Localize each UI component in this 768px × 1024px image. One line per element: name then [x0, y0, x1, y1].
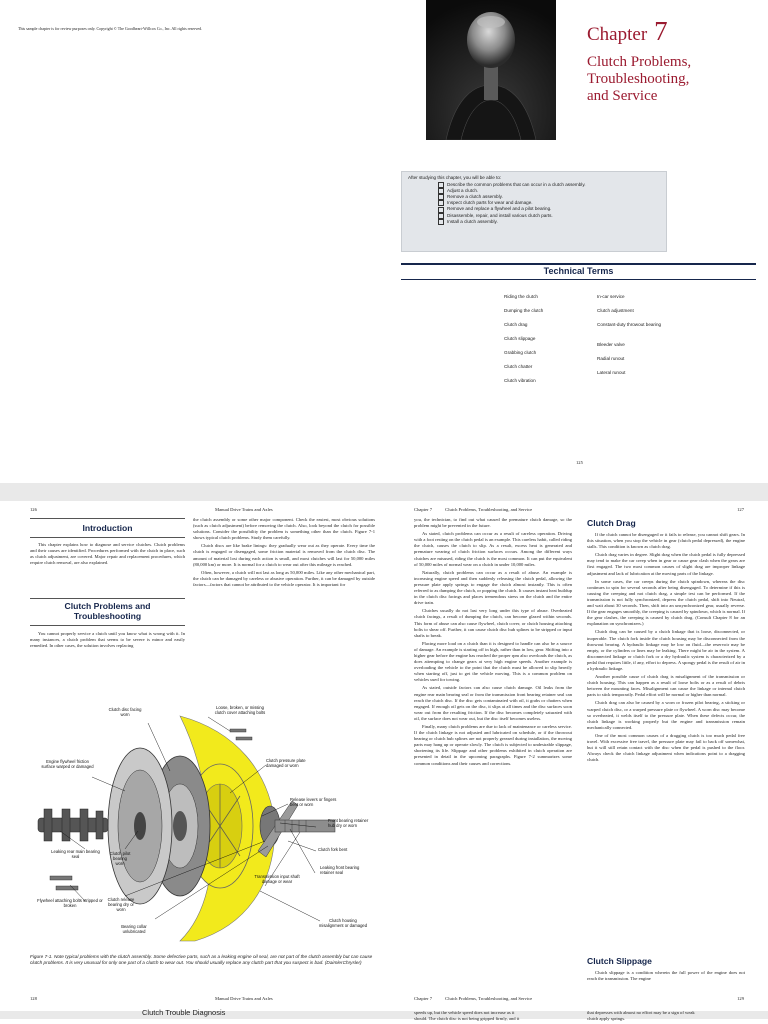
chapter-ref-title: Clutch Problems, Troubleshooting, and Service [445, 996, 533, 1001]
book-title: Manual Drive Trains and Axles [215, 996, 273, 1001]
section-rule [30, 598, 185, 599]
introduction-heading: Introduction [82, 523, 133, 533]
callout-retainer-hub: Front bearing retainer hub dry or worn [328, 818, 369, 828]
callout-flywheel-surface: Engine flywheel friction surface warped or damaged [41, 759, 94, 769]
column-3-text: you, the technician, to find out what caused the premature clutch damage, so the problem might be prevented in the future. As stated, clutch problems can occur as a result of careless operation. Driving with a foot resting on the clutch pedal is an example. This careless habit, called riding the clutch, causes the clutch to slip. As a result, excess heat is generated and premature wearing of clutch friction surfaces occurs. Among the different ways clutches are misused, riding the clutch is the most common. It can put the equivalent of 50,000 miles of normal wear on a clutch in under 10,000 miles. Naturally, clutch problems can occur as a result of abuse. An example is increasing engine speed and then suddenly releasing the clutch pedal, allowing the pressure plate apply springs to engage the clutch almost instantly. This is often referred to as dumping the clutch, or popping the clutch. It causes instant heat buildup in the clutch disc facings and places tremendous stress on the clutch and the entire drive train. Clutches usually do not last very long under this type of abuse. Overheated clutch facings, a result of dumping the clutch, can become glazed within seconds. This form of abuse can also cause flywheel, clutch cover, or clutch housing attaching bolts to shear off. Further, it can cause clutch disc hub splines to be stripped or input shafts to break. Placing more load on a clutch than it is designed to handle can also be a source of damage. An example is starting off in high, rather than in low, gear. Shifting into a higher gear before the engine has reached the proper rpm also overloads the clutch, as does attempting to change gears at very high engine speeds. Another example is overloading the vehicle to the point that the clutch must be allowed to slip heavily when starting off, just to get the vehicle moving. This is a common problem on vehicles used for towing. As stated, outside factors can also cause clutch damage. Oil leaks from the engine rear main bearing seal or from the transmission front bearing retainer seal can reach the clutch disc. If the disc gets contaminated with oil, it grabs or chatters when engaged. If enough oil gets on the disc, it slips at all times and the disc surfaces soon wear out from the resulting friction. If the disc becomes completely saturated with oil, the surface does not wear out, but the disc itself becomes useless. Finally, many clutch problems are due to lack of maintenance or careless service. If the clutch linkage is not adjusted and lubricated on schedule, or if the throwout bearing or clutch hub splines are not properly greased during installation, the moving parts may hang up or operate slowly. The clutch is subjected to undesirable slippage, shortening its life. Slippage and other problems exhibited in clutch operation are presented in detail in the upcoming paragraphs. Figure 7-2 summarizes some common conditions and their causes and corrections. [414, 517, 572, 766]
objective-item: Remove a clutch assembly. [438, 194, 666, 200]
column-2-text: the clutch assembly or some other major component. Check the easiest, most obvious solutions (such as clutch adjustment) before removing the clutch. Also, look beyond the clutch for possible solutions. Consider the possibility the problem is something other than the clutch. Figure 7-1 shows typical clutch problems. Study them carefully. Clutch discs are like brake linings: they gradually wear out as they operate. Every time the clutch is engaged or disengaged, some friction material is removed from the clutch disc. The amount of material lost during each action is small, and most clutches will last for 50,000 miles (80,000 km) or more. It is normal for a clutch to wear out after this mileage is reached. Often, however, a clutch will not last as long as 50,000 miles. Like any other mechanical part, the clutch can be damaged by careless or abusive operation. Further, it can be damaged by outside factors—factors that cannot be attributed to the vehicle operator. It is important for [193, 517, 375, 587]
terms-left-column [504, 294, 584, 392]
slippage-paragraph: Clutch slippage is a condition wherein the full power of the engine does not reach the transmission. The engine [587, 970, 745, 982]
term: Grabbing clutch [504, 350, 537, 355]
page-number: 129 [737, 996, 744, 1001]
callout-rear-main-seal: Leaking rear main bearing seal [51, 849, 100, 859]
objective-item: Adjust a clutch. [438, 188, 666, 194]
objective-item: Inspect clutch parts for wear and damage. [438, 200, 666, 206]
page-spread-126-127 [0, 501, 768, 1011]
term: Clutch vibration [504, 378, 536, 383]
chapter-title [587, 54, 691, 105]
figure-caption: Figure 7-1. Note typical problems with the clutch assembly. Some defective parts, such as a leaking engine oil seal, are not part of the clutch assembly but can cause clutch problems. It is very unusual for only one part of a clutch to wear out. You should usually replace any clutch part that you suspect is bad. (DaimlerChrysler) [30, 954, 373, 966]
running-header-left [30, 996, 375, 1002]
checkbox-icon [438, 219, 444, 225]
intro-paragraph: This chapter explains how to diagnose and service clutches. Clutch problems and their causes are identified. Procedures performed with the clutch in place, such as clutch adjustment, are covered. Major repair and replacement procedures, which require clutch removal, are also explained. [30, 542, 185, 566]
clutch-problems-heading: Clutch Problems and Troubleshooting [64, 601, 151, 621]
objectives-list [402, 182, 666, 225]
callout-retainer-seal: Leaking front bearing retainer seal [320, 865, 360, 875]
callout-disc-facing: Clutch disc facing worn [108, 707, 142, 717]
chapter-heading [587, 16, 668, 47]
learning-objectives [401, 171, 667, 252]
callout-release-bearing: Clutch release bearing dry or worn [107, 897, 135, 912]
page-number: 128 [30, 996, 37, 1001]
chapter-label: Chapter [587, 24, 648, 45]
objective-item: Describe the common problems that can occur in a clutch assembly. [438, 182, 666, 188]
callout-cover-bolts: Loose, broken, or missing clutch cover attaching bolts [214, 705, 266, 715]
trouble-diagnosis-heading: Clutch Trouble Diagnosis [142, 1008, 226, 1017]
checkbox-icon [438, 213, 444, 219]
chapter-ref: Chapter 7 [414, 507, 432, 512]
objective-item: Install a clutch assembly. [438, 219, 666, 225]
term: Clutch chatter [504, 364, 533, 369]
chapter-ref-title: Clutch Problems, Troubleshooting, and Service [445, 507, 533, 512]
checkbox-icon [438, 207, 444, 213]
term: Constant-duty throwout bearing [597, 322, 662, 327]
column-4-snippet: that depresses with almost no effort may be a sign of weak clutch apply springs. [587, 1010, 695, 1022]
callout-housing-misalignment: Clutch housing misalignment or damaged [318, 918, 368, 928]
term: In-car service [597, 294, 625, 299]
term: Dumping the clutch [504, 308, 544, 313]
checkbox-icon [438, 188, 444, 194]
chapter-title-line: Clutch Problems, [587, 54, 692, 70]
callout-bearing-collar: Bearing collar unlubricated [121, 924, 147, 934]
objective-item: Disassemble, repair, and install various clutch parts. [438, 213, 666, 219]
clutch-drag-heading: Clutch Drag [587, 518, 636, 528]
page-number: 125 [576, 460, 583, 465]
section-rule [30, 518, 185, 519]
running-header-right [414, 507, 744, 513]
term: Clutch adjustment [597, 308, 634, 313]
terms-right-column [597, 294, 672, 384]
checkbox-icon [438, 200, 444, 206]
book-title: Manual Drive Trains and Axles [215, 507, 273, 512]
problems-paragraph: You cannot properly service a clutch until you know what is wrong with it. In many instances, a clutch problem that seems to be severe is minor and easily remedied. In other cases, the solution involves replacing [30, 631, 185, 649]
column-4-text: If the clutch cannot be disengaged or it fails to release, you cannot shift gears. In this situation, when you stop the vehicle in gear (clutch pedal depressed), the engine stalls. This condition is known as clutch drag. Clutch drag varies in degree. Slight drag when the clutch pedal is fully depressed may tend to make the car creep when in gear or cause gear clash when the gears are first engaged. The two most common causes of slight drag are improper linkage adjustment and lack of lubrication at the moving parts of the linkage. In some cases, the car creeps during the clutch spindown, whereas the disc continues to spin for several seconds after being disengaged. To determine if this is causing the creeping and not clutch drag, a simple test can be performed. If the transmission is not fully synchronized, depress the clutch pedal, shift into Neutral, and wait about 30 seconds. Then, shift into an unsynchronized gear, usually reverse. If the gear engages smoothly, the creeping is caused by spindown, which is normal. If the gear clashes, the creeping is caused by clutch drag. (Consult Chapter 8 for an explanation on synchronizers.) Clutch drag can be caused by a clutch linkage that is loose, disconnected, or inoperable. The clutch fork inside the clutch housing may be disconnected from the throwout bearing. A hydraulic linkage may be low on fluid—the reservoir may be empty, or the cylinders or lines may be leaking. There might be air in the system. A disconnected linkage or clutch fork or a dry hydraulic system is characterized by a pedal that requires little, if any, effort to depress. A spongy pedal is the result of air in a hydraulic linkage. Another possible cause of clutch drag is misalignment of the transmission or clutch housing. This can happen as a result of loose bolts or as a result of debris between the mounting faces. Misalignment can cause the linkage or internal clutch parts to stick temporarily. Pedal effort will be normal or higher than normal. Clutch drag can also be caused by a worn or frozen pilot bearing, a sticking or warped clutch disc, or a warped pressure plate or flywheel. A worn disc may become so overheated, it welds itself to the pressure plate. When these defects occur, the clutch linkage is working properly but the engine and transmission remain mechanically connected. One of the most common causes of a dragging clutch is too much pedal free travel. With excessive free travel, the pressure plate may fail to back off somewhat, but it will still retain contact with the disc when the pedal is pushed to the floor. Always check the clutch linkage adjustment when indications point to a dragging clutch. [587, 532, 745, 763]
chapter-ref: Chapter 7 [414, 996, 432, 1001]
gear-shifter-photo [426, 0, 556, 140]
page-125 [0, 0, 768, 483]
chapter-number: 7 [654, 16, 668, 46]
clutch-exploded-diagram [30, 701, 375, 951]
technical-terms-heading: Technical Terms [543, 266, 614, 276]
copyright-notice: This sample chapter is for review purposes only. Copyright © The Goodheart-Willcox Co., Inc. All rights reserved. [18, 26, 203, 31]
callout-release-levers: Release levers or fingers bent or worn [290, 797, 337, 807]
term: Bleeder valve [597, 342, 625, 347]
callout-pilot-bearing: Clutch pilot bearing worn [109, 851, 131, 866]
term: Radial runout [597, 356, 625, 361]
objective-item: Remove and replace a flywheel and a pilot bearing. [438, 206, 666, 212]
objectives-intro: After studying this chapter, you will be able to: [408, 175, 502, 180]
chapter-title-line: Troubleshooting, [587, 71, 690, 87]
running-header-left [30, 507, 375, 513]
callout-pressure-plate: Clutch pressure plate damaged or worn [266, 758, 306, 768]
page-gap [0, 483, 768, 501]
term: Clutch slippage [504, 336, 536, 341]
callout-clutch-fork: Clutch fork bent [318, 847, 348, 852]
running-header-right [414, 996, 744, 1002]
chapter-title-line: and Service [587, 88, 658, 104]
callout-input-shaft: Transmission input shaft damage or wear [254, 874, 300, 884]
checkbox-icon [438, 194, 444, 200]
page-number: 126 [30, 507, 37, 512]
term: Riding the clutch [504, 294, 538, 299]
column-3-snippet: speeds up, but the vehicle speed does not increase as it should. The clutch disc is not being gripped firmly, and it [414, 1010, 520, 1022]
terms-rule-bottom [401, 279, 756, 280]
figure-7-1 [30, 701, 375, 993]
section-rule [30, 625, 185, 626]
terms-rule-top [401, 263, 756, 265]
term: Lateral runout [597, 370, 626, 375]
page-number: 127 [737, 507, 744, 512]
callout-flywheel-bolts: Flywheel attaching bolts stripped or broken [37, 898, 103, 908]
clutch-slippage-heading: Clutch Slippage [587, 956, 652, 966]
checkbox-icon [438, 182, 444, 188]
term: Clutch drag [504, 322, 528, 327]
gear-shifter-icon [426, 0, 556, 140]
section-rule [30, 537, 185, 538]
